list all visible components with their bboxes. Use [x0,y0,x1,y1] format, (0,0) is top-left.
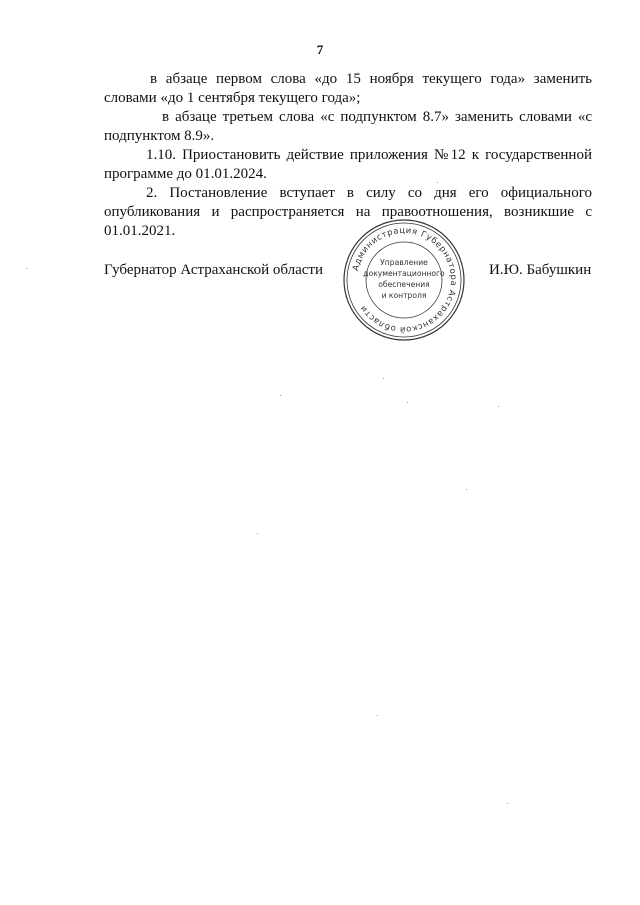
scan-speck [437,182,438,183]
signatory-name: И.Ю. Бабушкин [489,262,592,278]
scan-speck [257,533,258,534]
paragraph-1: в абзаце первом слова «до 15 ноября текущего года» заменить словами «до 1 сентября текущего года»; [104,71,592,106]
scan-speck [280,395,281,396]
paragraph-3: 1.10. Приостановить действие приложения №12 к государственной программе до 01.01.2024. [104,147,592,182]
signatory-position: Губернатор Астраханской области [104,262,324,278]
official-seal [342,218,466,342]
seal-line-4: и контроля [381,291,427,300]
scan-speck [507,803,508,804]
paragraph-2: в абзаце третьем слова «с подпунктом 8.7» заменить словами «с подпунктом 8.9». [104,109,592,144]
seal-line-3: обеспечения [378,280,430,289]
scan-speck [377,715,378,716]
page-number: 7 [316,42,324,57]
seal-line-2: документационного [363,269,445,278]
paragraph-4: 2. Постановление вступает в силу со дня его официального опубликования и распространяется на правоотношения, возникшие с 01.01.2021. [104,185,592,239]
scan-speck [498,406,499,407]
scan-speck [407,402,408,403]
seal-line-1: Управление [380,258,428,267]
seal-ring-text: Администрация Губернатора Астраханской области [349,224,460,336]
scan-speck [466,489,467,490]
document-body [104,70,592,241]
scan-speck [26,268,27,269]
scan-speck [383,378,384,379]
